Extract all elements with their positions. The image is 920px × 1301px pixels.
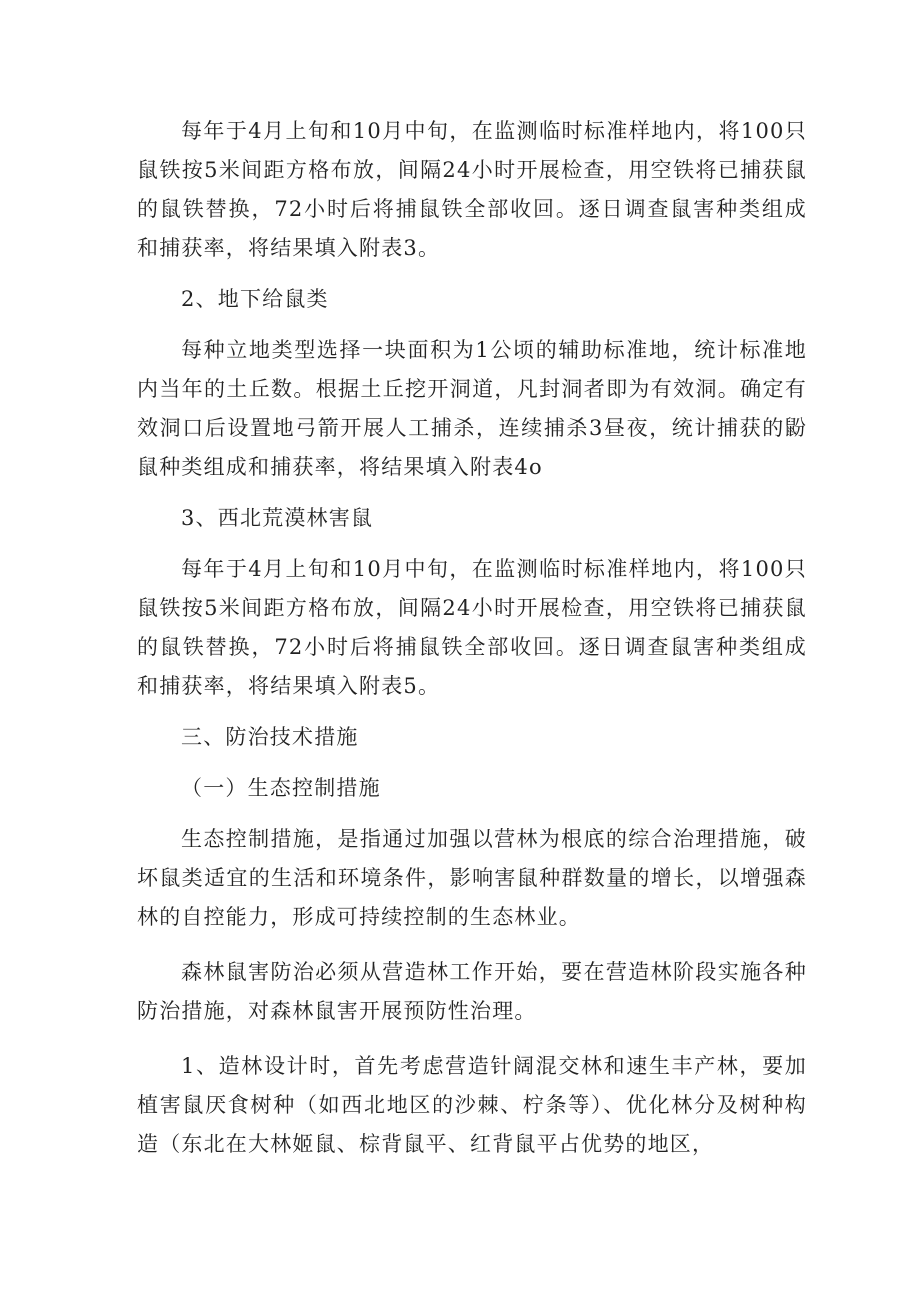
heading-ecological-control: （一）生态控制措施	[181, 776, 381, 800]
paragraph-desert-trap-survey: 每年于4月上旬和10月中旬，在监测临时标准样地内，将100只鼠铁按5米间距方格布放，间隔24小时开展检查，用空铁将已捕获鼠的鼠铁替换，72小时后将捕鼠铁全部收回。逐日调查鼠害种类组成和捕获率，将结果填入附表5。	[137, 557, 807, 698]
heading-northwest-desert-rodents: 3、西北荒漠林害鼠	[181, 506, 374, 530]
heading-underground-rodents: 2、地下给鼠类	[181, 287, 329, 311]
document-body	[137, 112, 807, 1164]
paragraph-afforestation-prevention: 森林鼠害防治必须从营造林工作开始，要在营造林阶段实施各种防治措施，对森林鼠害开展预防性治理。	[137, 960, 807, 1023]
paragraph-afforestation-design: 1、造林设计时，首先考虑营造针阔混交林和速生丰产林，要加植害鼠厌食树种（如西北地区的沙棘、柠条等）、优化林分及树种构造（东北在大林姬鼠、棕背鼠平、红背鼠平占优势的地区，	[137, 1054, 807, 1156]
paragraph-zokor-survey: 每种立地类型选择一块面积为1公顷的辅助标准地，统计标准地内当年的土丘数。根据土丘挖开洞道，凡封洞者即为有效洞。确定有效洞口后设置地弓箭开展人工捕杀，连续捕杀3昼夜，统计捕获的鼢鼠种类组成和捕获率，将结果填入附表4o	[137, 338, 807, 479]
heading-control-measures: 三、防治技术措施	[181, 725, 359, 749]
paragraph-ecological-control-definition: 生态控制措施，是指通过加强以营林为根底的综合治理措施，破坏鼠类适宜的生活和环境条件，影响害鼠种群数量的增长，以增强森林的自控能力，形成可持续控制的生态林业。	[137, 827, 807, 929]
paragraph-rodent-trap-survey: 每年于4月上旬和10月中旬，在监测临时标准样地内，将100只鼠铁按5米间距方格布放，间隔24小时开展检查，用空铁将已捕获鼠的鼠铁替换，72小时后将捕鼠铁全部收回。逐日调查鼠害种类组成和捕获率，将结果填入附表3。	[137, 119, 807, 260]
